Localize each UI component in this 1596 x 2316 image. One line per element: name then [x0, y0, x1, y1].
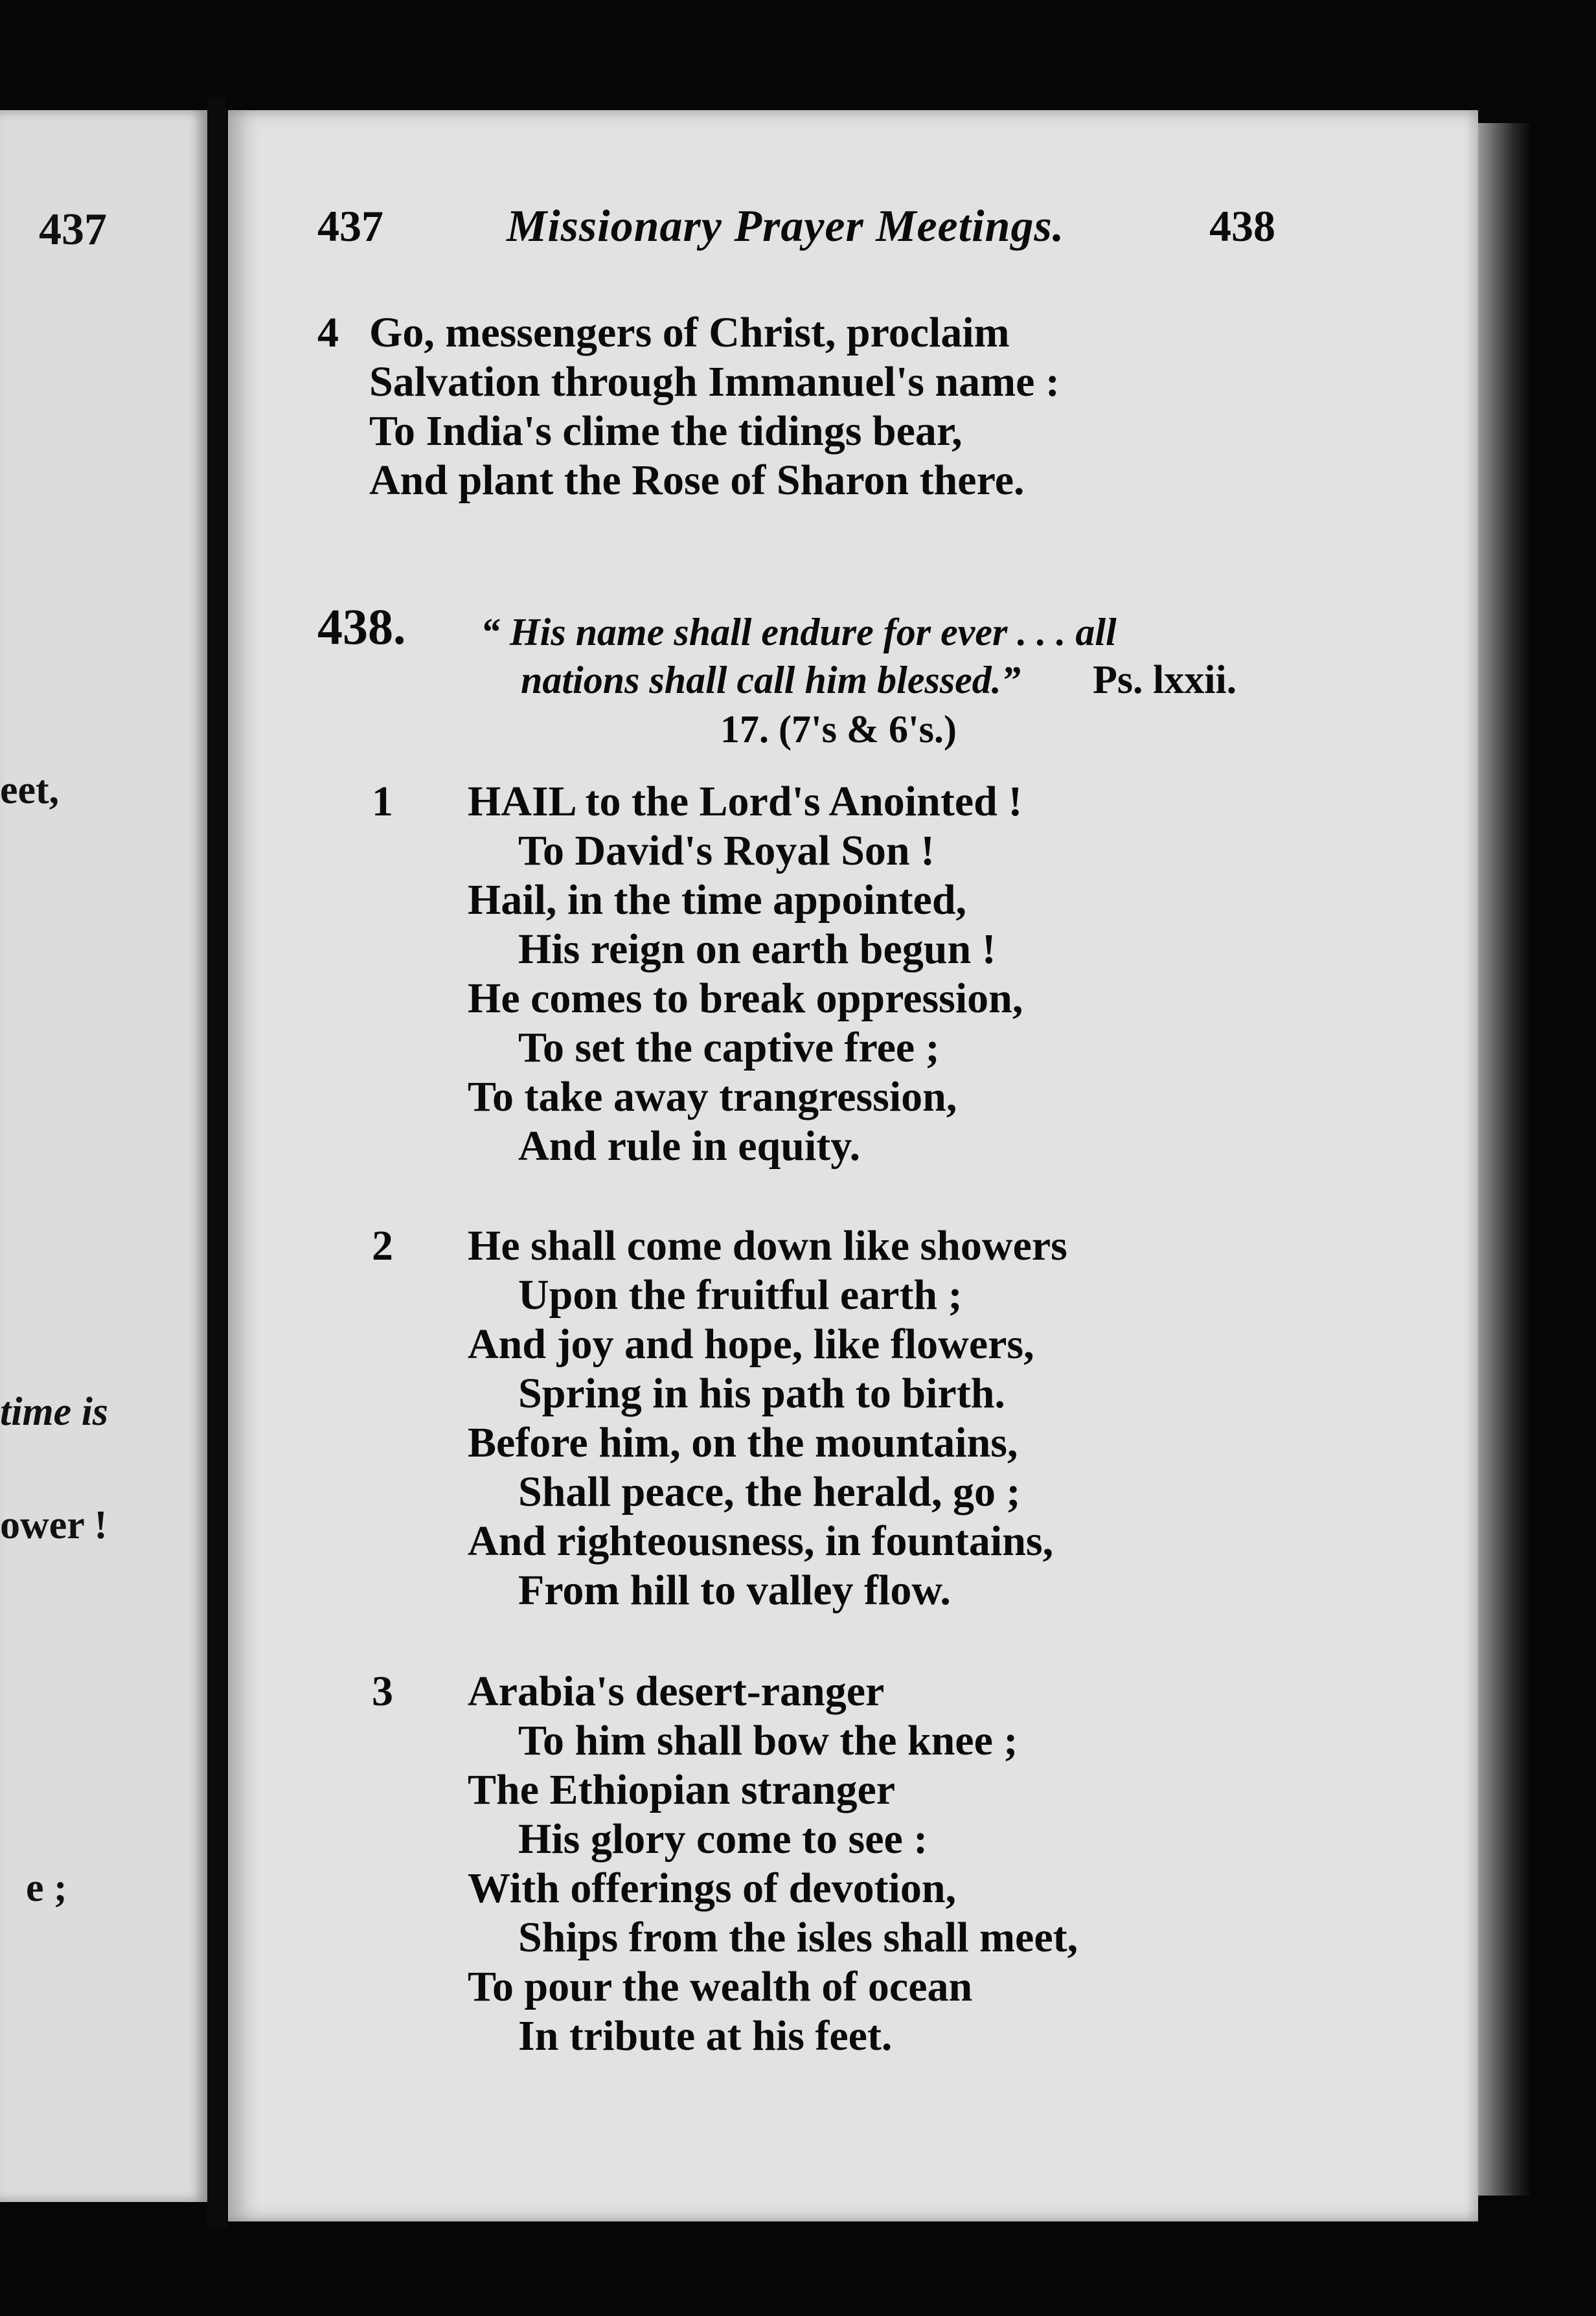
- hymn-epigraph: “ His name shall endure for ever . . . all: [481, 611, 1117, 653]
- running-header: [228, 201, 1478, 259]
- verse-line: With offerings of devotion,: [468, 1865, 957, 1912]
- verse-line: He comes to break oppression,: [468, 975, 1023, 1022]
- verse-number: 1: [372, 778, 393, 825]
- verse-line: To David's Royal Son !: [518, 827, 935, 874]
- hymn-epigraph: nations shall call him blessed.”: [521, 659, 1021, 701]
- verse-number: 2: [372, 1222, 393, 1269]
- verse-line: To him shall bow the knee ;: [518, 1717, 1018, 1764]
- header-right-number: 438: [1209, 201, 1275, 251]
- verse-line: And righteousness, in fountains,: [468, 1517, 1054, 1565]
- verse-line: From hill to valley flow.: [518, 1567, 951, 1614]
- verse-line: He shall come down like showers: [468, 1222, 1067, 1269]
- left-page-fragment: [0, 110, 207, 2202]
- verse-line: Upon the fruitful earth ;: [518, 1271, 963, 1319]
- verse-line: Arabia's desert-ranger: [468, 1668, 885, 1715]
- verse-line: Salvation through Immanuel's name :: [369, 358, 1060, 405]
- book-gutter: [207, 97, 227, 2228]
- left-page-number: 437: [39, 205, 107, 255]
- verse-line: His glory come to see :: [518, 1815, 928, 1863]
- left-page-fragment-text: ower !: [0, 1503, 108, 1547]
- verse-line: Shall peace, the herald, go ;: [518, 1468, 1021, 1516]
- left-page-fragment-text: e ;: [26, 1866, 67, 1910]
- hymn-number: 438.: [317, 598, 406, 655]
- page-content: [228, 110, 1478, 2221]
- verse-line: To India's clime the tidings bear,: [369, 407, 963, 455]
- hymn-meter: 17. (7's & 6's.): [720, 708, 957, 751]
- verse-line: To pour the wealth of ocean: [468, 1963, 973, 2010]
- verse-line: To set the captive free ;: [518, 1024, 940, 1071]
- verse-line: Go, messengers of Christ, proclaim: [369, 309, 1010, 356]
- verse-line: To take away trangression,: [468, 1073, 957, 1120]
- verse-number: 3: [372, 1668, 393, 1715]
- verse-line: Hail, in the time appointed,: [468, 876, 967, 924]
- left-page-fragment-text: time is: [0, 1390, 109, 1434]
- verse-line: Before him, on the mountains,: [468, 1419, 1018, 1466]
- header-title: Missionary Prayer Meetings.: [507, 201, 1065, 251]
- verse-line: The Ethiopian stranger: [468, 1766, 896, 1813]
- left-page-fragment-text: eet,: [0, 768, 60, 812]
- verse-line: HAIL to the Lord's Anointed !: [468, 778, 1023, 825]
- page-edge-shadow: [1478, 123, 1530, 2196]
- verse-line: His reign on earth begun !: [518, 925, 996, 973]
- verse-line: Ships from the isles shall meet,: [518, 1914, 1078, 1961]
- scripture-reference: Ps. lxxii.: [1093, 658, 1237, 702]
- verse-line: And rule in equity.: [518, 1122, 861, 1170]
- main-page: [228, 110, 1478, 2221]
- verse-line: And joy and hope, like flowers,: [468, 1321, 1034, 1368]
- verse-line: Spring in his path to birth.: [518, 1370, 1005, 1417]
- verse-line: And plant the Rose of Sharon there.: [369, 457, 1025, 504]
- verse-line: In tribute at his feet.: [518, 2012, 893, 2060]
- header-left-number: 437: [317, 201, 383, 251]
- verse-number: 4: [317, 309, 339, 356]
